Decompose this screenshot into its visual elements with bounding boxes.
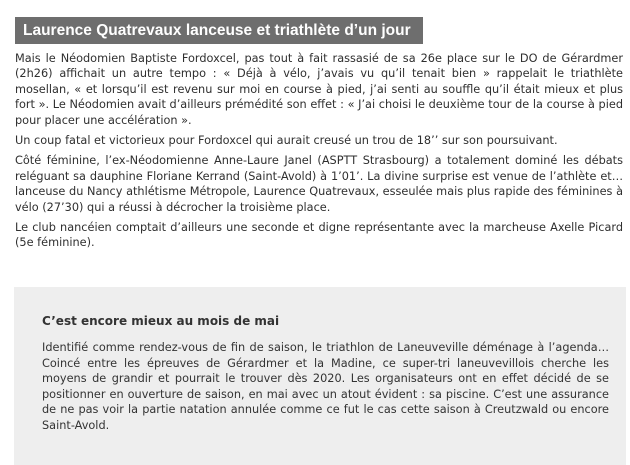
article-paragraph: Un coup fatal et victorieux pour Fordoxcel qui aurait creusé un trou de 18’’ sur son poursuivant. [15, 134, 558, 148]
article-paragraph: Mais le Néodomien Baptiste Fordoxcel, pas tout à fait rassasié de sa 26e place sur le DO de Gérardmer (2h26) affichait un autre tempo : « Déjà à vélo, j’avais vu qu’il tenait bien » rappelait le triathlète mosellan, « et lorsqu’il est revenu sur moi en course à pied, j’ai senti au souffle qu’il était mieux et plus fort ». Le Néodomien avait d’ailleurs prémédité son effet : « J’ai choisi le deuxième tour de la course à pied pour placer une accélération ». [15, 52, 623, 127]
article-paragraph: Le club nancéien comptait d’ailleurs une seconde et digne représentante avec la marcheuse Axelle Picard (5e féminine). [15, 221, 623, 250]
sidebar-box-text: Identifié comme rendez-vous de fin de saison, le triathlon de Laneuveville déménage à l’agenda… Coincé entre les épreuves de Gérardmer et la Madine, ce super-tri laneuvevillois cherche les moyens de grandir et pourrait le trouver dès 2020. Les organisateurs ont en effet décidé de se positionner en ouverture de saison, en mai avec un atout évident : sa piscine. C’est une assurance de ne pas voir la partie natation annulée comme ce fut le cas cette saison à Creutzwald ou encore Saint-Avold. [42, 341, 609, 432]
sidebar-box-title: C’est encore mieux au mois de mai [42, 314, 280, 328]
article-heading: Laurence Quatrevaux lanceuse et triathlète d’un jour [15, 17, 423, 44]
article-body [15, 51, 623, 256]
sidebar-box [14, 287, 626, 465]
article-paragraph: Côté féminine, l’ex-Néodomienne Anne-Laure Janel (ASPTT Strasbourg) a totalement dominé les débats reléguant sa dauphine Floriane Kerrand (Saint-Avold) à 1’01’. La divine surprise est venue de l’athlète et… lanceuse du Nancy athlétisme Métropole, Laurence Quatrevaux, esseulée mais plus rapide des féminines à vélo (27’30) qui a réussi à décrocher la troisième place. [15, 154, 623, 214]
